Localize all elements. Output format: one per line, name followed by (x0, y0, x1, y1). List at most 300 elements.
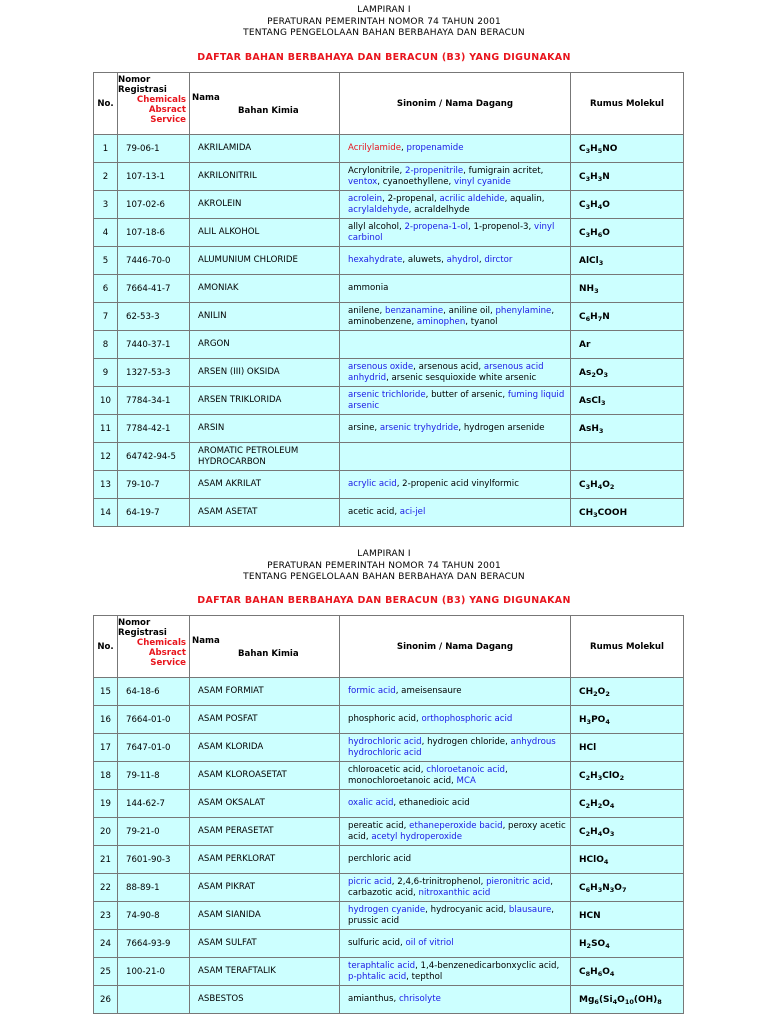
row-number: 5 (94, 247, 118, 275)
cas-number: 1327-53-3 (118, 359, 190, 387)
row-number: 13 (94, 471, 118, 499)
cas-number: 7784-34-1 (118, 387, 190, 415)
table-body-1 (94, 135, 684, 527)
formula-subscript: 4 (597, 829, 603, 838)
formula-part: H (590, 798, 598, 809)
chemical-name: AROMATIC PETROLEUM HYDROCARBON (190, 443, 340, 471)
col-name (190, 73, 340, 135)
synonyms-cell (340, 415, 571, 443)
synonym-highlight: vinyl carbinol (348, 221, 555, 243)
table-header-row (94, 616, 684, 678)
table-row (94, 930, 684, 958)
formula-subscript: 7 (621, 885, 627, 894)
row-number: 12 (94, 443, 118, 471)
chemical-name: ASBESTOS (190, 986, 340, 1014)
row-number: 1 (94, 135, 118, 163)
document-title: DAFTAR BAHAN BERBAHAYA DAN BERACUN (B3) YANG DIGUNAKAN (197, 52, 571, 63)
chemical-name: AKROLEIN (190, 191, 340, 219)
formula-subscript: 3 (597, 773, 603, 782)
col-reg-line: Service (150, 115, 186, 125)
cas-number: 7664-01-0 (118, 706, 190, 734)
row-number: 26 (94, 986, 118, 1014)
subject-line: TENTANG PENGELOLAAN BAHAN BERBAHAYA DAN BERACUN (243, 28, 525, 38)
chemical-name: ASAM SULFAT (190, 930, 340, 958)
row-number: 17 (94, 734, 118, 762)
formula-subscript: 4 (612, 997, 618, 1006)
formula-part: N (602, 311, 610, 322)
formula-subscript: 3 (594, 286, 599, 295)
chemical-name: ARSEN (III) OKSIDA (190, 359, 340, 387)
formula-subscript: 5 (597, 146, 603, 155)
synonym-highlight: acrilic aldehide (439, 193, 505, 204)
synonym-text: anilene, (348, 305, 385, 316)
synonym-text: , carbazotic acid, (348, 876, 553, 898)
formula-subscript: 2 (619, 773, 625, 782)
table-row (94, 331, 684, 359)
synonym-text: acetic acid, (348, 507, 400, 517)
synonym-highlight: oxalic acid (348, 798, 394, 808)
formula-subscript: 3 (598, 258, 604, 267)
formula-subscript: 3 (603, 370, 609, 379)
molecular-formula (571, 443, 684, 471)
formula-part: H (579, 714, 587, 725)
formula-subscript: 2 (586, 941, 592, 950)
formula-subscript: 6 (597, 230, 603, 239)
formula-subscript: 4 (609, 969, 615, 978)
formula-part: SO (591, 938, 606, 949)
formula-subscript: 8 (657, 997, 662, 1006)
formula-part: N (602, 171, 610, 182)
synonym-highlight: blausaure (508, 904, 552, 915)
formula-subscript: 6 (585, 885, 591, 894)
synonyms-cell (340, 443, 571, 471)
table-row (94, 135, 684, 163)
formula-subscript: 3 (597, 885, 603, 894)
synonyms-cell (340, 247, 571, 275)
formula-part: HCl (579, 742, 597, 753)
table-row (94, 846, 684, 874)
synonyms-cell (340, 163, 571, 191)
chemical-table-2 (93, 615, 684, 1014)
row-number: 2 (94, 163, 118, 191)
formula-part: C (579, 770, 586, 781)
synonym-text: , hydrogen arsenide (458, 423, 545, 433)
col-synonym: Sinonim / Nama Dagang (340, 73, 571, 135)
row-number: 3 (94, 191, 118, 219)
formula-part: O (602, 199, 610, 210)
regulation-line: PERATURAN PEMERINTAH NOMOR 74 TAHUN 2001 (267, 560, 501, 571)
formula-part: C (579, 143, 586, 154)
formula-part: H (590, 966, 598, 977)
formula-subscript: 3 (585, 482, 591, 491)
chemical-name: ASAM PIKRAT (190, 874, 340, 902)
formula-part: H (590, 143, 598, 154)
col-reg-line: Registrasi (118, 85, 167, 95)
synonym-highlight: hydrogen cyanide (348, 904, 426, 915)
synonyms-cell (340, 678, 571, 706)
synonym-highlight: oil of vitriol (405, 938, 454, 948)
cas-number: 7446-70-0 (118, 247, 190, 275)
table-header-row (94, 73, 684, 135)
synonym-highlight: formic acid (348, 686, 396, 696)
chemical-name: ARSEN TRIKLORIDA (190, 387, 340, 415)
molecular-formula (571, 499, 684, 527)
chemical-name: ASAM POSFAT (190, 706, 340, 734)
col-reg-line: Absract (148, 105, 186, 115)
synonym-highlight: propenamide (406, 143, 464, 153)
synonym-highlight: chloroetanoic acid (426, 764, 505, 775)
col-name-bottom: Bahan Kimia (238, 649, 299, 659)
molecular-formula (571, 471, 684, 499)
formula-subscript: 3 (585, 146, 591, 155)
formula-part: H (590, 770, 598, 781)
row-number: 7 (94, 303, 118, 331)
synonym-highlight: ethaneperoxide bacid (409, 820, 503, 831)
synonym-text: , 2,4,6-trinitrophenol, (391, 876, 487, 887)
formula-part: O (602, 227, 610, 238)
synonyms-cell (340, 930, 571, 958)
synonym-text: ammonia (348, 283, 389, 293)
molecular-formula (571, 902, 684, 930)
synonym-highlight: fuming liquid arsenic (348, 389, 565, 411)
formula-part: NO (602, 143, 618, 154)
formula-part: (Si (598, 994, 613, 1005)
molecular-formula (571, 275, 684, 303)
formula-subscript: 2 (585, 801, 591, 810)
synonym-text: phosphoric acid, (348, 714, 422, 724)
molecular-formula (571, 415, 684, 443)
chemical-name: ASAM PERKLORAT (190, 846, 340, 874)
row-number: 22 (94, 874, 118, 902)
synonym-highlight: Acrilylamide (348, 143, 402, 153)
molecular-formula (571, 163, 684, 191)
cas-number: 7784-42-1 (118, 415, 190, 443)
synonym-highlight: ahydrol (446, 255, 479, 265)
lampiran-header-1 (0, 5, 768, 40)
col-name (190, 616, 340, 678)
cas-number: 62-53-3 (118, 303, 190, 331)
formula-subscript: 3 (585, 202, 591, 211)
cas-number (118, 986, 190, 1014)
table-row (94, 163, 684, 191)
synonym-text: , prussic acid (348, 904, 555, 926)
formula-part: CH (579, 507, 594, 518)
synonym-text: , monochloroetanoic acid, (348, 764, 508, 786)
synonym-text: , acraldelhyde (408, 204, 470, 215)
row-number: 8 (94, 331, 118, 359)
synonyms-cell (340, 902, 571, 930)
subject-line: TENTANG PENGELOLAAN BAHAN BERBAHAYA DAN BERACUN (243, 572, 525, 582)
synonym-text: , hydrocyanic acid, (425, 904, 509, 915)
cas-number: 79-11-8 (118, 762, 190, 790)
col-reg-line: Registrasi (118, 628, 167, 638)
formula-part: H (590, 882, 598, 893)
formula-subscript: 2 (609, 482, 615, 491)
synonym-highlight: arsenous oxide (348, 361, 414, 372)
formula-subscript: 4 (603, 857, 609, 866)
synonym-text: , hydrogen chloride, (421, 736, 511, 747)
table-row (94, 790, 684, 818)
col-reg-line: Absract (148, 648, 186, 658)
row-number: 6 (94, 275, 118, 303)
table-row (94, 902, 684, 930)
molecular-formula (571, 790, 684, 818)
formula-subscript: 3 (598, 426, 604, 435)
synonym-text: , butter of arsenic, (425, 389, 508, 400)
synonyms-cell (340, 790, 571, 818)
col-reg-line: Nomor (118, 75, 151, 85)
row-number: 23 (94, 902, 118, 930)
formula-part: PO (591, 714, 606, 725)
synonym-highlight: picric acid (348, 876, 392, 887)
synonym-text: , tyanol (465, 316, 498, 327)
formula-part: O (617, 994, 625, 1005)
table-row (94, 762, 684, 790)
table-row (94, 818, 684, 846)
row-number: 10 (94, 387, 118, 415)
synonyms-cell (340, 135, 571, 163)
formula-part: H (590, 311, 598, 322)
synonym-text: , fumigrain acritet, (463, 165, 544, 176)
synonym-highlight: acrylaldehyde (348, 204, 409, 215)
formula-part: O (602, 966, 610, 977)
molecular-formula (571, 762, 684, 790)
table-row (94, 471, 684, 499)
synonym-text: , peroxy acetic acid, (348, 820, 566, 842)
chemical-table-1 (93, 72, 684, 527)
molecular-formula (571, 986, 684, 1014)
synonym-highlight: MCA (456, 775, 476, 786)
col-registration (118, 73, 190, 135)
synonym-text: , tepthol (406, 971, 443, 982)
synonym-highlight: phenylamine (495, 305, 552, 316)
synonym-text: , 2-propenic acid vinylformic (396, 479, 519, 489)
chemical-name: ASAM TERAFTALIK (190, 958, 340, 986)
formula-part: H (590, 227, 598, 238)
synonyms-cell (340, 387, 571, 415)
formula-subscript: 10 (624, 997, 634, 1006)
synonyms-cell (340, 303, 571, 331)
molecular-formula (571, 135, 684, 163)
molecular-formula (571, 303, 684, 331)
cas-number: 74-90-8 (118, 902, 190, 930)
molecular-formula (571, 958, 684, 986)
synonym-text: , arsenous acid, (413, 361, 484, 372)
table-row (94, 678, 684, 706)
formula-subscript: 3 (609, 829, 615, 838)
table-row (94, 734, 684, 762)
cas-number: 7440-37-1 (118, 331, 190, 359)
synonym-highlight: aminophen (416, 316, 466, 327)
table-row (94, 387, 684, 415)
synonym-text: , ethanedioic acid (393, 798, 470, 808)
synonyms-cell (340, 331, 571, 359)
formula-part: C (579, 826, 586, 837)
synonym-text: , (401, 143, 407, 153)
table-row (94, 359, 684, 387)
synonym-text: , ameisensaure (395, 686, 462, 696)
cas-number: 7664-93-9 (118, 930, 190, 958)
col-no: No. (94, 73, 118, 135)
synonym-highlight: orthophosphoric acid (421, 714, 513, 724)
formula-part: COOH (597, 507, 628, 518)
molecular-formula (571, 191, 684, 219)
synonym-highlight: 2-propena-1-ol (404, 221, 469, 232)
synonym-text: arsine, (348, 423, 380, 433)
formula-subscript: 4 (597, 202, 603, 211)
table-row (94, 191, 684, 219)
formula-subscript: 4 (609, 801, 615, 810)
chemical-name: ASAM AKRILAT (190, 471, 340, 499)
formula-part: O (602, 826, 610, 837)
chemical-name: ARSIN (190, 415, 340, 443)
formula-subscript: 4 (597, 482, 603, 491)
lampiran-header-2 (0, 549, 768, 584)
synonym-highlight: 2-propenitrile (404, 165, 464, 176)
synonym-highlight: dirctor (484, 255, 513, 265)
chemical-name: ALUMUNIUM CHLORIDE (190, 247, 340, 275)
synonym-text: sulfuric acid, (348, 938, 406, 948)
synonym-text: allyl alcohol, (348, 221, 405, 232)
formula-part: O (602, 479, 610, 490)
formula-subscript: 2 (585, 829, 591, 838)
molecular-formula (571, 359, 684, 387)
synonym-highlight: aci-jel (399, 507, 426, 517)
row-number: 9 (94, 359, 118, 387)
synonym-highlight: benzanamine (384, 305, 444, 316)
synonym-highlight: vinyl cyanide (453, 176, 511, 187)
table-row (94, 986, 684, 1014)
formula-subscript: 3 (586, 717, 592, 726)
chemical-name: ASAM OKSALAT (190, 790, 340, 818)
synonym-text: , aniline oil, (443, 305, 496, 316)
col-name-bottom: Bahan Kimia (238, 106, 299, 116)
col-reg-line: Service (150, 658, 186, 668)
table-row (94, 706, 684, 734)
formula-part: (OH) (633, 994, 658, 1005)
formula-part: O (614, 882, 622, 893)
table-row (94, 247, 684, 275)
synonyms-cell (340, 219, 571, 247)
synonyms-cell (340, 818, 571, 846)
lampiran-line: LAMPIRAN I (357, 549, 411, 559)
molecular-formula (571, 734, 684, 762)
lampiran-line: LAMPIRAN I (357, 5, 411, 15)
formula-subscript: 6 (597, 969, 603, 978)
chemical-name: ASAM KLOROASETAT (190, 762, 340, 790)
formula-subscript: 3 (609, 885, 615, 894)
molecular-formula (571, 846, 684, 874)
cas-number: 107-02-6 (118, 191, 190, 219)
synonyms-cell (340, 359, 571, 387)
formula-subscript: 2 (585, 773, 591, 782)
molecular-formula (571, 874, 684, 902)
cas-number: 79-10-7 (118, 471, 190, 499)
table-row (94, 219, 684, 247)
formula-subscript: 2 (593, 689, 598, 698)
molecular-formula (571, 818, 684, 846)
col-reg-line: Chemicals (136, 95, 186, 105)
synonyms-cell (340, 958, 571, 986)
synonym-text: perchloric acid (348, 854, 412, 864)
row-number: 19 (94, 790, 118, 818)
table-body-2 (94, 678, 684, 1014)
chemical-name: ASAM FORMIAT (190, 678, 340, 706)
formula-part: As (579, 367, 592, 378)
chemical-name: ASAM SIANIDA (190, 902, 340, 930)
cas-number: 64-19-7 (118, 499, 190, 527)
col-formula: Rumus Molekul (571, 73, 684, 135)
formula-part: O (597, 686, 606, 697)
cas-number: 7647-01-0 (118, 734, 190, 762)
chemical-name: ARGON (190, 331, 340, 359)
formula-subscript: 2 (597, 801, 603, 810)
synonym-highlight: anhydrous hydrochloric acid (348, 736, 556, 758)
cas-number: 64-18-6 (118, 678, 190, 706)
formula-part: C (579, 882, 586, 893)
col-synonym: Sinonim / Nama Dagang (340, 616, 571, 678)
formula-part: C (579, 798, 586, 809)
chemical-name: ASAM ASETAT (190, 499, 340, 527)
cas-number: 100-21-0 (118, 958, 190, 986)
col-formula: Rumus Molekul (571, 616, 684, 678)
synonym-highlight: pieronitric acid (486, 876, 551, 887)
synonym-text: , 1,4-benzenedicarbonxyclic acid, (415, 960, 560, 971)
cas-number: 107-18-6 (118, 219, 190, 247)
formula-part: H (590, 826, 598, 837)
synonyms-cell (340, 471, 571, 499)
table-row (94, 415, 684, 443)
cas-number: 144-62-7 (118, 790, 190, 818)
synonym-text: , cyanoethyllene, (377, 176, 454, 187)
chemical-name: ALIL ALKOHOL (190, 219, 340, 247)
formula-part: CH (579, 686, 594, 697)
synonyms-cell (340, 762, 571, 790)
cas-number: 79-06-1 (118, 135, 190, 163)
formula-subscript: 3 (597, 174, 603, 183)
synonym-text: , 1-propenol-3, (468, 221, 534, 232)
formula-part: NH (579, 283, 595, 294)
formula-part: H (590, 199, 598, 210)
formula-subscript: 7 (597, 314, 603, 323)
synonym-text: amianthus, (348, 994, 399, 1004)
synonym-highlight: chrisolyte (398, 994, 441, 1004)
synonym-highlight: arsenic trichloride (348, 389, 426, 400)
formula-subscript: 4 (605, 941, 610, 950)
row-number: 20 (94, 818, 118, 846)
synonyms-cell (340, 275, 571, 303)
synonym-highlight: acrylic acid (348, 479, 397, 489)
synonym-text: , aminobenzene, (348, 305, 555, 327)
synonyms-cell (340, 986, 571, 1014)
table-row (94, 275, 684, 303)
document-title: DAFTAR BAHAN BERBAHAYA DAN BERACUN (B3) YANG DIGUNAKAN (197, 595, 571, 606)
col-registration (118, 616, 190, 678)
col-name-top: Nama (192, 93, 220, 103)
cas-number: 7601-90-3 (118, 846, 190, 874)
formula-part: N (602, 882, 610, 893)
table-row (94, 303, 684, 331)
synonyms-cell (340, 499, 571, 527)
synonym-highlight: hexahydrate (348, 255, 403, 265)
chemical-name: ASAM PERASETAT (190, 818, 340, 846)
chemical-name: ASAM KLORIDA (190, 734, 340, 762)
formula-subscript: 3 (601, 398, 606, 407)
cas-number: 79-21-0 (118, 818, 190, 846)
table-row (94, 874, 684, 902)
synonym-text: , aqualin, (504, 193, 545, 204)
synonym-highlight: acetyl hydroperoxide (371, 831, 463, 842)
